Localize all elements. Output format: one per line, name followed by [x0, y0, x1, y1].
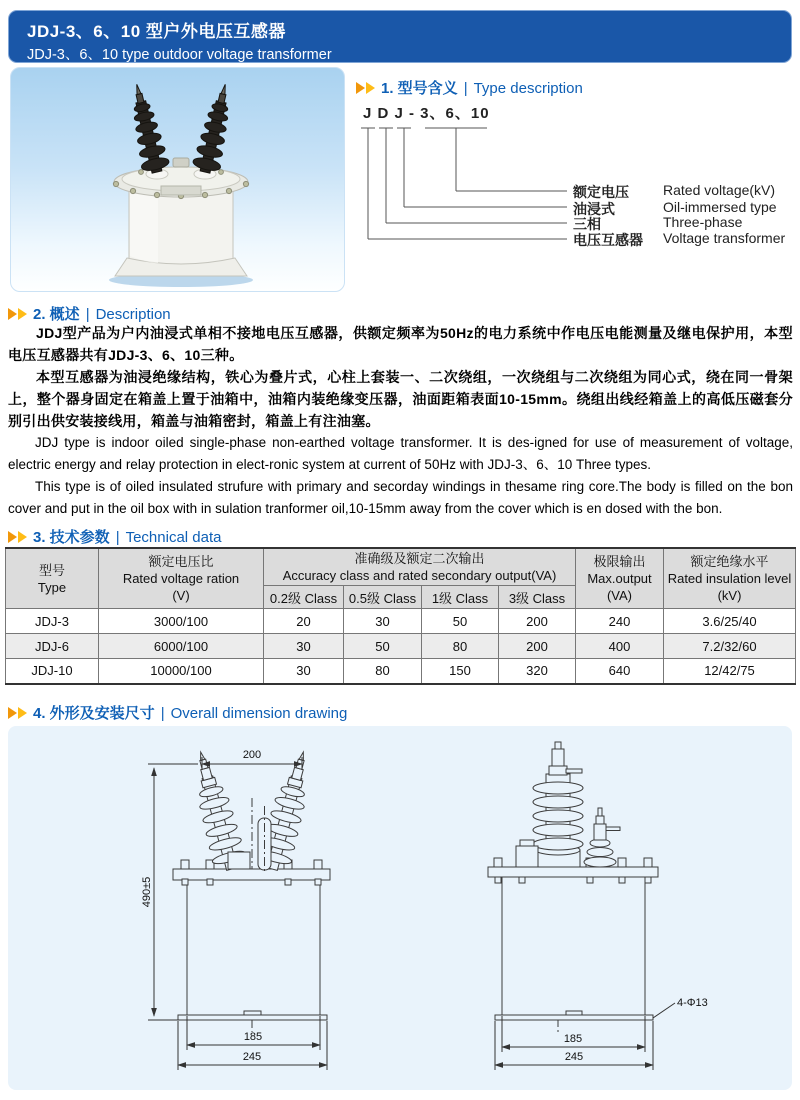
- section-arrow-icon: [18, 308, 27, 320]
- dim-height-label: 490±5: [141, 876, 153, 908]
- cell-class-02: 30: [264, 659, 344, 684]
- section-title-zh: 2. 概述: [33, 306, 80, 323]
- dim-base-inner-label: 185: [563, 1033, 583, 1045]
- section-title-type-description: [356, 77, 583, 98]
- col-header-accuracy-en: Accuracy class and rated secondary output(VA): [282, 568, 557, 583]
- type-label-zh: 额定电压: [573, 184, 629, 200]
- nameplate: [161, 186, 201, 195]
- cell-class-05: 80: [344, 659, 422, 684]
- col-header-ins-unit: (kV): [717, 588, 742, 603]
- dim-base-outer-label: 245: [242, 1051, 262, 1063]
- cell-max-output: 640: [576, 659, 664, 684]
- section-title-en: Overall dimension drawing: [170, 705, 348, 722]
- col-header-class-1: 1级 Class: [422, 586, 499, 609]
- hv-bushing-side: [533, 742, 583, 867]
- dimension-drawing-panel: [8, 726, 792, 1090]
- lid-center-cap: [173, 158, 189, 167]
- table-row: [6, 609, 796, 634]
- cell-ratio: 6000/100: [99, 634, 264, 659]
- type-designation-diagram: [355, 102, 797, 254]
- dim-top-width-label: 200: [242, 749, 262, 761]
- side-view-drawing: [470, 740, 770, 1085]
- dim-base-outer-label: 245: [564, 1051, 584, 1063]
- cell-class-05: 50: [344, 634, 422, 659]
- description-paragraph: JDJ型产品为户内油浸式单相不接地电压互感器，供额定频率为50Hz的电力系统中作电压电能测量及继电保护用，本型电压互感器共有JDJ-3、6、10三种。: [8, 325, 793, 363]
- page-header: [8, 10, 792, 63]
- type-label-zh: 三相: [573, 216, 601, 232]
- cell-max-output: 240: [576, 609, 664, 634]
- section-title-technical-data: [8, 526, 222, 547]
- col-header-type-zh: 型号: [38, 562, 65, 578]
- col-header-accuracy-zh: 准确级及额定二次输出: [354, 551, 485, 566]
- cell-ratio: 10000/100: [99, 659, 264, 684]
- product-photo: [10, 67, 345, 292]
- section-title-separator: |: [463, 80, 468, 97]
- section-arrow-icon: [18, 707, 27, 719]
- dim-base-inner-label: 185: [243, 1031, 263, 1043]
- section-arrow-icon: [8, 707, 17, 719]
- section-title-dimensions: [8, 702, 347, 723]
- description-paragraph: JDJ type is indoor oiled single-phase non-earthed voltage transformer. It is des-igned for use of measurement of voltage, electric energy and relay protection in elect-ronic system at current of 50Hz with JDJ-3、6、10 Three types.: [8, 435, 793, 472]
- cell-model: JDJ-3: [6, 609, 99, 634]
- col-header-ins-en: Rated insulation level: [667, 571, 792, 586]
- section-title-zh: 4. 外形及安装尺寸: [33, 705, 155, 722]
- technical-data-table: [5, 547, 796, 685]
- col-header-type: [6, 548, 99, 609]
- type-label-en: Oil-immersed type: [663, 199, 777, 215]
- hv-bushing-right: [191, 81, 239, 175]
- cell-model: JDJ-6: [6, 634, 99, 659]
- col-header-ratio: [99, 548, 264, 609]
- transformer-photo-illustration: [11, 68, 345, 292]
- type-label-zh: 电压互感器: [573, 232, 643, 248]
- col-header-max-zh: 极限输出: [593, 554, 646, 569]
- cell-class-05: 30: [344, 609, 422, 634]
- lv-bushing-side: [584, 808, 620, 867]
- type-label-en: Rated voltage(kV): [663, 182, 776, 198]
- section-arrow-icon: [18, 531, 27, 543]
- cell-max-output: 400: [576, 634, 664, 659]
- mounting-holes-label: 4-Φ13: [677, 997, 708, 1009]
- section-arrow-icon: [356, 82, 365, 94]
- section-title-zh: 1. 型号含义: [381, 80, 458, 97]
- col-header-class-02: 0.2级 Class: [264, 586, 344, 609]
- cell-insulation: 3.6/25/40: [664, 609, 796, 634]
- side-view-body: [488, 742, 658, 1032]
- section-title-separator: |: [115, 529, 120, 546]
- section-arrow-icon: [8, 308, 17, 320]
- cell-class-3: 200: [499, 634, 576, 659]
- section-title-separator: |: [85, 306, 90, 323]
- cell-class-1: 150: [422, 659, 499, 684]
- cell-class-3: 320: [499, 659, 576, 684]
- front-view-body: [173, 748, 330, 1032]
- col-header-accuracy: [264, 548, 576, 586]
- page-title-en: JDJ-3、6、10 type outdoor voltage transformer: [27, 47, 332, 63]
- col-header-max-unit: (VA): [606, 588, 633, 603]
- cell-class-02: 30: [264, 634, 344, 659]
- table-row: [6, 659, 796, 684]
- cell-class-1: 80: [422, 634, 499, 659]
- col-header-type-en: Type: [37, 579, 67, 595]
- description-paragraph: 本型互感器为油浸绝缘结构，铁心为叠片式，心柱上套装一、二次绕组，一次绕组与二次绕组为同心式，绕在同一骨架上，整个器身固定在箱盖上置于油箱中，油箱内装绝缘变压器，油面距箱表面10-15mm。绕组出线经箱盖上的高低压磁套分别引出供安装接线用，箱盖与油箱密封，箱盖上有注油塞。: [8, 369, 793, 429]
- type-label-zh: 油浸式: [573, 201, 615, 217]
- type-code: J D J - 3、6、10: [363, 105, 490, 122]
- col-header-class-05: 0.5级 Class: [344, 586, 422, 609]
- section-title-separator: |: [160, 705, 165, 722]
- col-header-class-3: 3级 Class: [499, 586, 576, 609]
- section-arrow-icon: [8, 531, 17, 543]
- cell-class-02: 20: [264, 609, 344, 634]
- front-view-drawing: [140, 740, 420, 1085]
- description-paragraph: This type is of oiled insulated strufure with primary and secorday windings in thesame ring core.The body is filled on the bon cover and put in the oil box with in sulation tranformer oil,10-15mm away from the cover which is en dosed with the bon.: [8, 479, 793, 516]
- cell-model: JDJ-10: [6, 659, 99, 684]
- col-header-max-output: [576, 548, 664, 609]
- section-title-en: Type description: [473, 80, 583, 97]
- col-header-insulation: [664, 548, 796, 609]
- type-label-en: Voltage transformer: [663, 230, 786, 246]
- cell-insulation: 12/42/75: [664, 659, 796, 684]
- cell-ratio: 3000/100: [99, 609, 264, 634]
- type-label-en: Three-phase: [663, 214, 743, 230]
- hv-bushing-left: [123, 81, 171, 175]
- cell-class-1: 50: [422, 609, 499, 634]
- col-header-ratio-en: Rated voltage ration: [122, 571, 240, 586]
- section-title-en: Description: [95, 306, 171, 323]
- col-header-ratio-unit: (V): [172, 588, 190, 603]
- cell-insulation: 7.2/32/60: [664, 634, 796, 659]
- col-header-max-en: Max.output: [587, 571, 652, 586]
- table-row: [6, 634, 796, 659]
- section-title-en: Technical data: [125, 529, 222, 546]
- section-title-description: [8, 303, 171, 324]
- cell-class-3: 200: [499, 609, 576, 634]
- page-title-zh: JDJ-3、6、10 型户外电压互感器: [27, 22, 286, 41]
- section-title-zh: 3. 技术参数: [33, 529, 110, 546]
- col-header-ins-zh: 额定绝缘水平: [690, 554, 769, 569]
- col-header-ratio-zh: 额定电压比: [148, 554, 214, 569]
- description-text: [8, 322, 793, 520]
- section-arrow-icon: [366, 82, 375, 94]
